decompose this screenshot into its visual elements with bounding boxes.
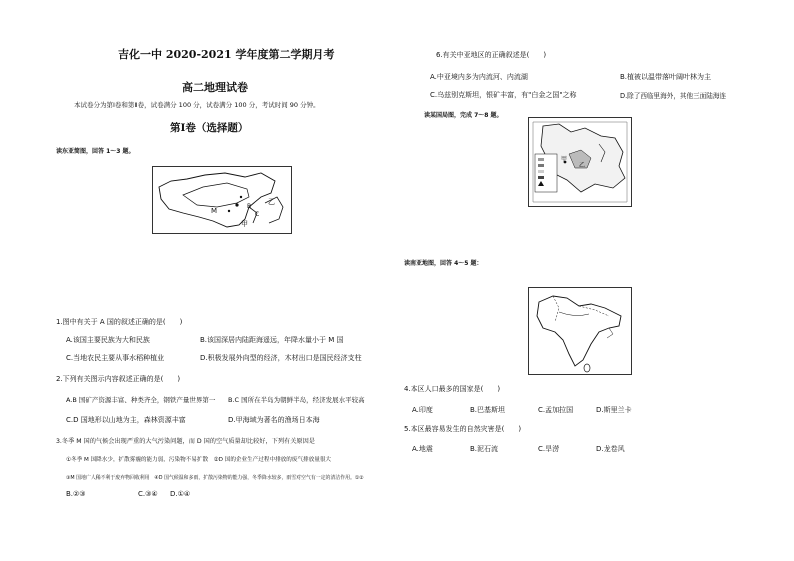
map2-label-yi: 乙 [579,162,586,169]
q6-option-b[interactable]: B.植被以温带落叶阔叶林为主 [620,73,712,81]
q1-option-b[interactable]: B.该国深居内陆距海遥远，年降水量小于 M 国 [200,336,344,344]
q4-option-d[interactable]: D.斯里兰卡 [596,406,632,414]
q3-stem: 3.冬季 M 国的气候会出现严重的大气污染问题，而 D 国的空气质量却比较好，下列有关原因是 [56,438,315,445]
q2-stem: 2.下列有关图示内容叙述正确的是( ) [56,375,181,383]
q2-option-b[interactable]: B.C 国所在半岛为朝鲜半岛，经济发展水平较高 [228,396,365,404]
q1-option-a[interactable]: A.该国主要民族为大和民族 [66,336,150,344]
q5-stem: 5.本区最容易发生的自然灾害是( ) [404,425,522,433]
q4-stem: 4.本区人口最多的国家是( ) [404,385,501,393]
q4-option-a[interactable]: A.印度 [412,406,433,414]
q1-option-d[interactable]: D.积极发展外向型的经济，木材出口是国民经济支柱 [200,354,362,362]
q3-option-d[interactable]: D.①④ [170,490,191,498]
q6-option-c[interactable]: C.乌兹别克斯坦，银矿丰富，有"白金之国"之称 [430,91,577,99]
q5-option-d[interactable]: D.龙卷风 [596,445,625,453]
q6-option-d[interactable]: D.除了西临里海外，其他三面陆海连 [620,92,727,100]
east-asia-map [152,166,292,234]
section-title: 第Ⅰ卷（选择题） [170,122,249,134]
exam-title: 吉化一中 2020-2021 学年度第二学期月考 [118,48,335,61]
q6-stem: 6.有关中亚地区的正确叙述是( ) [436,51,547,59]
q6-option-a[interactable]: A.中亚境内多为内流河、内流湖 [430,73,528,81]
map3-hint: 读南亚地图，回答 4～5 题： [404,260,483,267]
map1-label-m: M [211,207,218,215]
map1-label-yi: 乙 [268,198,275,206]
q1-stem: 1.图中有关于 A 国的叙述正确的是( ) [56,318,183,326]
q2-option-c[interactable]: C.D 国地形以山地为主，森林资源丰富 [66,416,186,424]
q3-option-c[interactable]: C.③④ [138,490,158,498]
q2-option-a[interactable]: A.B 国矿产资源丰富、种类齐全，钢铁产量世界第一 [66,396,216,404]
map1-label-b: B [247,203,252,210]
q3-option-b[interactable]: B.②③ [66,490,86,498]
q3-line-2: ③M 国地广人稀不利于废弃物回收利用 ④D 国气候温和多雨，扩散污染物的能力强，冬季降水较多，雨雪对空气有一定的清洁作用。①② [66,475,364,481]
map1-label-c: C [255,211,260,218]
exam-subtitle: 高二地理试卷 [182,81,248,94]
q3-line-1: ①冬季 M 国降水少，扩散雾霾的能力弱，污染物不易扩散 ②D 国的企业生产过程中排放的废气排放量很大 [66,457,332,463]
regional-map [528,117,632,207]
q4-option-b[interactable]: B.巴基斯坦 [470,406,506,414]
q1-option-c[interactable]: C.当地农民主要从事水稻种植业 [66,354,165,362]
q5-option-a[interactable]: A.地震 [412,445,433,453]
exam-instructions: 本试卷分为第Ⅰ卷和第Ⅱ卷，试卷满分 100 分，试卷满分 100 分，考试时间 90 分钟。 [74,101,320,109]
map1-hint: 读东亚简图，回答 1～3 题。 [56,148,135,155]
map1-label-jia: 甲 [241,220,248,228]
map2-label-jia: 甲 [561,156,568,163]
map2-hint: 读某国局图，完成 7～8 题。 [424,112,503,119]
q5-option-c[interactable]: C.旱涝 [538,445,560,453]
q2-option-d[interactable]: D.甲海域为著名的渔场日本海 [228,416,320,424]
q4-option-c[interactable]: C.孟加拉国 [538,406,574,414]
q5-option-b[interactable]: B.泥石流 [470,445,499,453]
south-asia-map [528,287,632,375]
